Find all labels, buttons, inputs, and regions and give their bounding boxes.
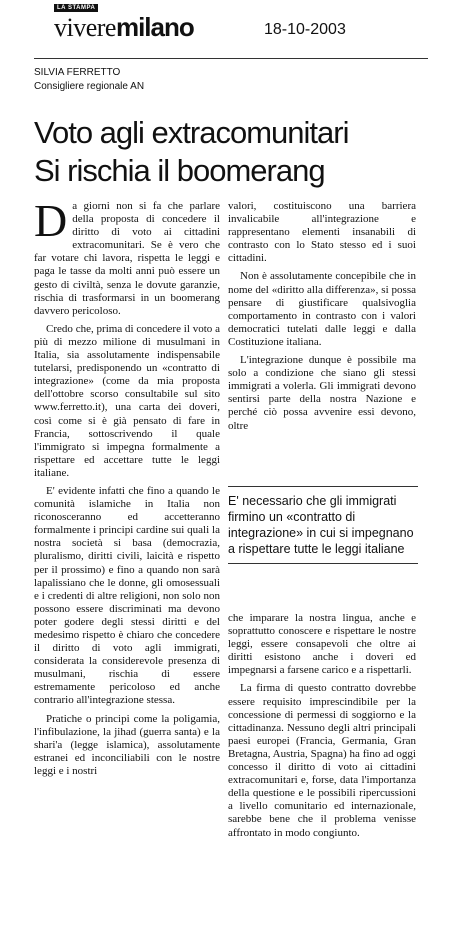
paragraph-2: Credo che, prima di concedere il voto a più di mezzo milione di musulmani in Italia, sia assolutamente indispensabile tutelarsi, predisponendo un «contratto di integrazione» (come da mia proposta dell'ottobre scorso consultabile sul sito www.ferretto.it), una carta dei doveri, così come si è già pensato di fare in Francia, sottoscrivendo il quale l'immigrato si impegna formalmente a rispettare ed accettare tutte le leggi italiane. xyxy=(34,322,220,479)
article-column-right-bottom xyxy=(228,612,416,840)
paragraph-4: Pratiche o principi come la poligamia, l'infibulazione, la jihad (guerra santa) e la shari'a (legge islamica), assolutamente estranei ed inconciliabili con le nostre leggi e i nostri xyxy=(34,712,220,777)
pull-quote: E' necessario che gli immigrati firmino un «contratto di integrazione» in cui si impegnano a rispettare tutte le leggi italiane xyxy=(228,486,418,564)
publication-date: 18-10-2003 xyxy=(264,21,346,38)
newspaper-logo: LA STAMPA xyxy=(54,4,98,12)
paragraph-5: valori, costituiscono una barriera invalicabile all'integrazione e rappresentano elementi insanabili di contrasto con lo Stato stesso ed i suoi cittadini. xyxy=(228,200,416,265)
drop-cap: D xyxy=(34,195,68,246)
headline-line-1: Voto agli extracomunitari xyxy=(34,115,349,150)
headline-line-2: Si rischia il boomerang xyxy=(34,153,325,188)
paragraph-3: E' evidente infatti che fino a quando le comunità islamiche in Italia non riconosceranno ed accetteranno formalmente i principi cardine sui quali la nostra società si basa (democrazia, pluralismo, diritti civili, laicità e rispetto per il prossimo) e fino a quando non sarà lapalissiano che le donne, gli omosessuali e i credenti di altre religioni, non solo non possono essere discriminati ma devono poter godere degli stessi diritti e del medesimo rispetto è chiaro che concedere il diritto di voto agli immigrati, considerata la considerevole presenza di musulmani, rischia di essere estremamente pericoloso ed anche contrario all'integrazione stessa. xyxy=(34,484,220,707)
article-column-left xyxy=(34,195,220,778)
section-brand: viveremilano xyxy=(54,12,194,42)
paragraph-1: Da giorni non si fa che parlare della proposta di concedere il diritto di voto ai cittadini extracomunitari. Se è vero che far votare chi lavora, rispetta le leggi e paga le tasse da molti anni può essere un gesto di civiltà, senza le dovute garanzie, rischia di trasformarsi in un boomerang davvero pericoloso. xyxy=(34,195,220,317)
author-name: SILVIA FERRETTO xyxy=(34,67,121,78)
article-headline xyxy=(34,114,424,190)
author-block xyxy=(34,66,144,94)
article-column-right-top xyxy=(228,200,416,433)
paragraph-7: L'integrazione dunque è possibile ma solo a condizione che siano gli stessi immigrati a volerla. Gli immigrati devono sentirsi parte della nostra Nazione e perché ciò possa avvenire essi devono, oltre xyxy=(228,354,416,432)
header-divider xyxy=(34,58,428,59)
masthead xyxy=(54,4,394,46)
paragraph-8: che imparare la nostra lingua, anche e soprattutto conoscere e rispettare le nostre leggi, essere consapevoli che oltre ai diritti esistono anche i doveri ed impegnarsi a farsene carico e a rispettarli. xyxy=(228,612,416,677)
author-role: Consigliere regionale AN xyxy=(34,81,145,92)
paragraph-6: Non è assolutamente concepibile che in nome del «diritto alla differenza», si possa pensare di giustificare qualsivoglia comportamento in contrasto con i valori democratici tutelati dalle leggi e dalla Costituzione italiana. xyxy=(228,270,416,348)
paragraph-9: La firma di questo contratto dovrebbe essere requisito imprescindibile per la concessione di permessi di soggiorno e la cittadinanza. Nessuno degli altri principali paesi europei (Francia, Germania, Gran Bretagna, Austria, Spagna) ha fino ad oggi concesso il diritto di voto ai cittadini extracomunitari e, forse, data l'importanza della questione e le possibili ripercussioni a livello comunitario ed internazionale, sarebbe bene che il problema venisse affrontato in modo congiunto. xyxy=(228,682,416,839)
